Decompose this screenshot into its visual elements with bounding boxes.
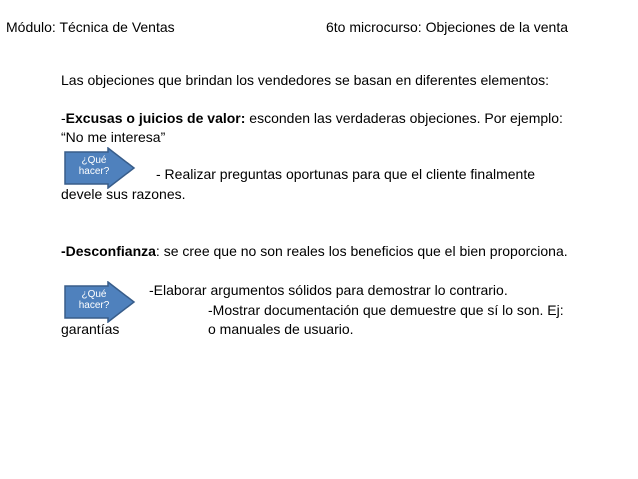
desconfianza-action1: -Elaborar argumentos sólidos para demostrar lo contrario. (149, 282, 508, 298)
arrow-label-line: hacer? (78, 300, 110, 311)
que-hacer-arrow-1 (64, 147, 136, 189)
arrow-label-line: ¿Qué (81, 289, 107, 300)
excusas-action-line1: - Realizar preguntas oportunas para que el cliente finalmente (156, 166, 536, 182)
excusas-action-line2: devele sus razones. (61, 186, 186, 202)
intro-text: Las objeciones que brindan los vendedores se basan en diferentes elementos: (61, 72, 549, 88)
excusas-prefix: - (61, 110, 66, 126)
desconfianza-action2-left: garantías (61, 321, 120, 337)
desconfianza-title: -Desconfianza (61, 243, 156, 259)
que-hacer-label-1 (72, 155, 116, 177)
microcourse-title: 6to microcurso: Objeciones de la venta (326, 19, 569, 35)
excusas-quote: “No me interesa” (61, 129, 166, 145)
desconfianza-text: : se cree que no son reales los beneficios que el bien proporciona. (155, 243, 568, 259)
desconfianza-action2-right: o manuales de usuario. (208, 321, 354, 337)
desconfianza-line (61, 243, 568, 260)
module-title: Módulo: Técnica de Ventas (6, 19, 175, 35)
que-hacer-arrow-2 (64, 281, 136, 323)
excusas-text: esconden las verdaderas objeciones. Por ejemplo: (245, 110, 563, 126)
desconfianza-action2-line1: -Mostrar documentación que demuestre que sí lo son. Ej: (208, 302, 564, 318)
excusas-title: Excusas o juicios de valor: (65, 110, 246, 126)
que-hacer-label-2 (72, 289, 116, 311)
arrow-label-line: ¿Qué (81, 155, 107, 166)
arrow-label-line: hacer? (78, 166, 110, 177)
excusas-line (61, 110, 563, 127)
